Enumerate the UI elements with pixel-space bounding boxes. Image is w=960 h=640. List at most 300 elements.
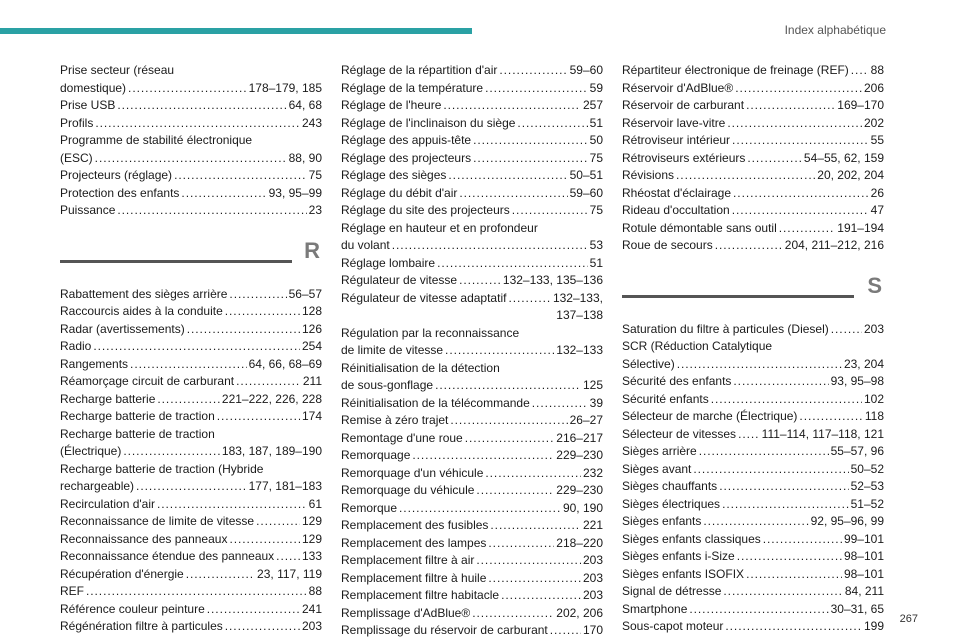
- entry-pages: 84, 211: [844, 584, 884, 598]
- entry-row: [60, 583, 322, 601]
- index-entry: [622, 583, 884, 601]
- index-entry: [622, 478, 884, 496]
- entry-label: Smartphone: [622, 601, 688, 616]
- dot-leader: [465, 430, 555, 448]
- dot-leader: [485, 465, 581, 483]
- index-entry: [341, 412, 603, 430]
- entry-row: [341, 290, 603, 308]
- entry-pages: 56–57: [288, 286, 322, 301]
- entry-row: [622, 601, 884, 619]
- entry-row: [341, 552, 603, 570]
- section-letter: S: [867, 272, 882, 298]
- entry-pages: 178–179, 185: [248, 80, 322, 95]
- entry-row: [341, 255, 603, 273]
- entry-label: Sièges enfants classiques: [622, 531, 761, 546]
- dot-leader: [186, 566, 255, 584]
- entry-label: Sièges avant: [622, 461, 692, 476]
- entry-label: Raccourcis aides à la conduite: [60, 304, 223, 318]
- entry-pages: 23, 204: [843, 356, 884, 371]
- index-column-3: [622, 62, 884, 636]
- dot-leader: [229, 286, 286, 304]
- index-entry: [60, 303, 322, 321]
- entry-pages: 203: [863, 321, 884, 336]
- entry-row: [341, 202, 603, 220]
- entry-pages: 203: [582, 570, 603, 585]
- entry-pages: 39: [589, 395, 603, 410]
- index-entry: [341, 587, 603, 605]
- entry-label: Rétroviseur intérieur: [622, 133, 731, 147]
- index-entry: [622, 321, 884, 339]
- index-entry: [341, 430, 603, 448]
- index-entry: [60, 548, 322, 566]
- entry-row: [60, 496, 322, 514]
- entry-row: [60, 601, 322, 619]
- dot-leader: [473, 150, 588, 168]
- entry-row: [341, 482, 603, 500]
- dot-leader: [711, 391, 862, 409]
- index-entry: [622, 408, 884, 426]
- index-entry: [341, 570, 603, 588]
- index-entry: [622, 115, 884, 133]
- entry-row: [622, 185, 884, 203]
- entry-pages: 30–31, 65: [830, 601, 884, 616]
- entry-label-line: Réinitialisation de la détection: [341, 360, 500, 375]
- entry-label: Signal de détresse: [622, 584, 722, 598]
- entry-pages: 254: [301, 339, 322, 353]
- entry-row: [622, 356, 884, 374]
- entry-label: Recharge batterie: [60, 391, 156, 406]
- entry-pages: 88, 90: [288, 150, 322, 165]
- dot-leader: [225, 303, 300, 321]
- entry-label: Réglage des projecteurs: [341, 150, 472, 165]
- entry-row: [341, 447, 603, 465]
- dot-leader: [136, 478, 247, 496]
- entry-row: [60, 167, 322, 185]
- entry-pages: 132–133, 135–136: [502, 273, 603, 287]
- entry-label: Remplacement filtre à air: [341, 553, 475, 567]
- dot-leader: [459, 185, 567, 203]
- entry-label: Prise USB: [60, 98, 116, 112]
- entry-label: Réservoir de carburant: [622, 98, 745, 112]
- entry-row: [341, 272, 603, 290]
- index-entry: [341, 255, 603, 273]
- entry-label: Réglage de la répartition d'air: [341, 63, 498, 77]
- index-entry: [341, 447, 603, 465]
- entry-pages: 93, 95–99: [268, 185, 322, 200]
- entry-pages: 183, 187, 189–190: [221, 444, 322, 458]
- entry-row: [60, 202, 322, 220]
- entry-label: Remplissage d'AdBlue®: [341, 605, 471, 620]
- index-entry: [60, 531, 322, 549]
- entry-label: Sièges enfants ISOFIX: [622, 566, 745, 581]
- entry-label: Sélecteur de marche (Électrique): [622, 409, 798, 423]
- entry-label: Rétroviseurs extérieurs: [622, 150, 746, 165]
- entry-row: [622, 408, 884, 426]
- dot-leader: [703, 513, 808, 531]
- index-entry: [60, 185, 322, 203]
- entry-label-line: Recharge batterie de traction: [60, 426, 215, 441]
- entry-label: Remplacement des fusibles: [341, 518, 489, 532]
- entry-label-line: Prise secteur (réseau: [60, 63, 175, 77]
- entry-row: [341, 377, 603, 395]
- entry-label: Régulateur de vitesse adaptatif: [341, 290, 507, 305]
- entry-label: REF: [60, 584, 84, 598]
- entry-row: [622, 583, 884, 601]
- entry-row: [60, 356, 322, 374]
- index-entry: [341, 97, 603, 115]
- entry-pages: 50: [589, 133, 603, 147]
- index-entry: [622, 426, 884, 444]
- entry-row: [341, 342, 603, 360]
- entry-pages: 75: [308, 168, 322, 182]
- index-entry: [341, 150, 603, 168]
- entry-label: Révisions: [622, 168, 675, 182]
- divider-rule: [622, 295, 854, 298]
- entry-label: Remplacement filtre habitacle: [341, 588, 500, 602]
- entry-pages: 26: [870, 185, 884, 200]
- dot-leader: [207, 601, 300, 619]
- dot-leader: [472, 605, 554, 623]
- index-entry: [60, 461, 322, 496]
- entry-row: [622, 202, 884, 220]
- entry-label: Sièges enfants i-Size: [622, 549, 735, 563]
- index-entry: [341, 500, 603, 518]
- entry-row: [60, 80, 322, 98]
- dot-leader: [174, 167, 307, 185]
- dot-leader: [550, 622, 581, 640]
- dot-leader: [689, 601, 828, 619]
- dot-leader: [831, 321, 862, 339]
- entry-pages: 51–52: [850, 496, 884, 511]
- entry-label: Saturation du filtre à particules (Diesel): [622, 321, 829, 336]
- index-entry: [622, 185, 884, 203]
- index-entry: [622, 496, 884, 514]
- entry-pages: 191–194: [837, 220, 884, 235]
- dot-leader: [501, 587, 581, 605]
- entry-pages: 53: [589, 238, 603, 252]
- entry-row: [622, 566, 884, 584]
- index-entry: [60, 286, 322, 304]
- dot-leader: [181, 185, 266, 203]
- entry-pages: 59–60: [569, 63, 603, 77]
- dot-leader: [738, 426, 760, 444]
- entry-label: Profils: [60, 115, 94, 130]
- entry-pages: 132–133: [556, 343, 603, 357]
- entry-label: Radar (avertissements): [60, 321, 185, 336]
- entry-pages: 204, 211–212, 216: [784, 238, 884, 252]
- entry-label: du volant: [341, 238, 390, 252]
- entry-row: [60, 338, 322, 356]
- entry-label: Recharge batterie de traction: [60, 409, 215, 423]
- entry-pages: 206: [863, 80, 884, 95]
- letter-divider: [60, 237, 322, 280]
- dot-leader: [735, 80, 862, 98]
- entry-label: Réglage du site des projecteurs: [341, 203, 510, 217]
- dot-leader: [715, 237, 783, 255]
- entry-label: Réglage du débit d'air: [341, 185, 458, 200]
- index-entry: [622, 62, 884, 80]
- entry-row: [622, 461, 884, 479]
- index-entry: [622, 237, 884, 255]
- dot-leader: [476, 482, 554, 500]
- entry-row: [60, 443, 322, 461]
- entry-pages: 55–57, 96: [830, 444, 884, 458]
- dot-leader: [517, 115, 587, 133]
- entry-pages: 218–220: [556, 535, 603, 550]
- entry-pages: 216–217: [556, 430, 603, 445]
- entry-row: [60, 548, 322, 566]
- entry-pages: 55: [870, 133, 884, 147]
- index-entry: [60, 426, 322, 461]
- dot-leader: [851, 62, 869, 80]
- index-entry: [622, 601, 884, 619]
- entry-pages: 128: [301, 304, 322, 318]
- dot-leader: [746, 97, 835, 115]
- index-column-2: [341, 62, 603, 640]
- index-entry: [341, 605, 603, 623]
- entry-row: [341, 622, 603, 640]
- entry-pages: 170: [582, 623, 603, 637]
- entry-pages: 126: [301, 321, 322, 336]
- dot-leader: [123, 443, 220, 461]
- entry-pages: 59–60: [569, 185, 603, 200]
- entry-label: Projecteurs (réglage): [60, 168, 173, 182]
- dot-leader: [488, 535, 554, 553]
- entry-pages: 47: [870, 203, 884, 217]
- entry-label: Réglage de l'heure: [341, 98, 442, 112]
- entry-row: [60, 321, 322, 339]
- dot-leader: [699, 443, 829, 461]
- index-entry: [341, 325, 603, 360]
- entry-pages: 203: [582, 588, 603, 602]
- entry-row: [622, 80, 884, 98]
- entry-label: Reconnaissance de limite de vitesse: [60, 514, 255, 528]
- index-entry: [341, 622, 603, 640]
- dot-leader: [488, 570, 581, 588]
- entry-label: Sécurité enfants: [622, 391, 709, 406]
- entry-pages: 221: [582, 518, 603, 532]
- entry-row: [622, 150, 884, 168]
- index-entry: [622, 513, 884, 531]
- entry-row: [622, 373, 884, 391]
- entry-pages: 98–101: [843, 566, 884, 581]
- entry-row: [60, 303, 322, 321]
- entry-label: Réservoir d'AdBlue®: [622, 80, 734, 95]
- entry-label: Remplissage du réservoir de carburant: [341, 623, 548, 637]
- entry-pages: 50–51: [569, 168, 603, 182]
- entry-row: [622, 321, 884, 339]
- entry-row: [60, 391, 322, 409]
- entry-row: [60, 150, 322, 168]
- index-column-1: [60, 62, 322, 636]
- entry-label: (ESC): [60, 150, 93, 165]
- dot-leader: [225, 618, 300, 636]
- entry-row: [622, 478, 884, 496]
- entry-row: [622, 531, 884, 549]
- dot-leader: [459, 272, 501, 290]
- entry-label: Réamorçage circuit de carburant: [60, 374, 235, 388]
- dot-leader: [437, 255, 588, 273]
- entry-label: Remorque: [341, 500, 398, 515]
- entry-pages: 118: [864, 409, 884, 423]
- entry-row: [60, 97, 322, 115]
- entry-label: Réglage des sièges: [341, 168, 447, 182]
- index-entry: [60, 202, 322, 220]
- dot-leader: [727, 115, 862, 133]
- entry-pages: 64, 68: [288, 98, 322, 112]
- entry-label: Protection des enfants: [60, 185, 180, 200]
- entry-label: Remplacement des lampes: [341, 535, 487, 550]
- index-entry: [622, 132, 884, 150]
- dot-leader: [276, 548, 300, 566]
- entry-row: [341, 587, 603, 605]
- index-entry: [341, 220, 603, 255]
- entry-row: [341, 535, 603, 553]
- dot-leader: [117, 97, 286, 115]
- section-letter: R: [304, 237, 320, 263]
- dot-leader: [117, 202, 306, 220]
- index-entry: [60, 391, 322, 409]
- entry-label: (Électrique): [60, 444, 122, 458]
- entry-row: [60, 618, 322, 636]
- entry-label: Puissance: [60, 203, 116, 217]
- dot-leader: [719, 478, 848, 496]
- entry-row: [60, 566, 322, 584]
- entry-pages: 203: [301, 619, 322, 633]
- entry-pages: 243: [301, 115, 322, 130]
- entry-label: Réservoir lave-vitre: [622, 115, 726, 130]
- entry-row: [622, 496, 884, 514]
- index-entry: [60, 356, 322, 374]
- dot-leader: [229, 531, 300, 549]
- entry-pages: 92, 95–96, 99: [810, 514, 884, 528]
- entry-row: [622, 548, 884, 566]
- entry-label: Réglage des appuis-tête: [341, 133, 472, 147]
- entry-pages: 257: [582, 98, 603, 112]
- index-entry: [341, 132, 603, 150]
- entry-row: [622, 618, 884, 636]
- entry-row: [622, 115, 884, 133]
- entry-pages: 132–133,: [552, 290, 603, 305]
- dot-leader: [746, 566, 842, 584]
- index-entry: [60, 373, 322, 391]
- dot-leader: [722, 496, 849, 514]
- entry-label: Roue de secours: [622, 238, 713, 252]
- entry-pages: 203: [582, 553, 603, 567]
- entry-row: [341, 430, 603, 448]
- dot-leader: [508, 290, 550, 308]
- index-entry: [622, 566, 884, 584]
- entry-label: domestique): [60, 80, 127, 95]
- index-entry: [60, 97, 322, 115]
- entry-label: Rabattement des sièges arrière: [60, 286, 228, 301]
- index-entry: [622, 373, 884, 391]
- dot-leader: [399, 500, 561, 518]
- entry-label-line: Réglage en hauteur et en profondeur: [341, 220, 538, 235]
- entry-row: [60, 513, 322, 531]
- entry-pages: 111–114, 117–118, 121: [761, 426, 884, 441]
- entry-label-line: SCR (Réduction Catalytique: [622, 339, 773, 353]
- dot-leader: [217, 408, 300, 426]
- dot-leader: [490, 517, 581, 535]
- letter-divider: [622, 272, 884, 315]
- dot-leader: [95, 150, 287, 168]
- dot-leader: [448, 167, 567, 185]
- entry-label: Reconnaissance étendue des panneaux: [60, 549, 275, 563]
- entry-label: rechargeable): [60, 479, 135, 493]
- entry-pages-continued: 137–138: [556, 308, 603, 322]
- entry-row: [341, 605, 603, 623]
- entry-row: [341, 237, 603, 255]
- index-entry: [60, 167, 322, 185]
- index-entry: [622, 220, 884, 238]
- entry-pages: 75: [589, 203, 603, 217]
- entry-pages: 98–101: [843, 549, 884, 563]
- dot-leader: [445, 342, 554, 360]
- entry-pages: 129: [301, 531, 322, 546]
- entry-label: Reconnaissance des panneaux: [60, 531, 228, 546]
- entry-pages: 51: [589, 115, 603, 130]
- divider-rule: [60, 260, 292, 263]
- entry-label: Remorquage du véhicule: [341, 483, 475, 497]
- entry-label-line: Programme de stabilité électronique: [60, 133, 253, 147]
- entry-label-line: Recharge batterie de traction (Hybride: [60, 461, 264, 476]
- entry-row: [341, 185, 603, 203]
- entry-pages: 54–55, 62, 159: [803, 150, 884, 165]
- section-heading: Index alphabétique: [784, 23, 886, 37]
- dot-leader: [532, 395, 588, 413]
- entry-label: Régénération filtre à particules: [60, 619, 223, 633]
- entry-pages: 129: [301, 514, 322, 528]
- dot-leader: [732, 202, 869, 220]
- dot-leader: [187, 321, 300, 339]
- dot-leader: [93, 338, 300, 356]
- header-accent-bar: [0, 28, 472, 34]
- entry-pages: 174: [301, 409, 322, 423]
- dot-leader: [733, 373, 828, 391]
- index-entry: [60, 132, 322, 167]
- entry-row: [622, 220, 884, 238]
- entry-label-line: Régulation par la reconnaissance: [341, 325, 520, 340]
- index-entry: [622, 167, 884, 185]
- entry-pages: 125: [582, 378, 603, 392]
- dot-leader: [256, 513, 300, 531]
- dot-leader: [733, 185, 869, 203]
- dot-leader: [737, 548, 842, 566]
- index-entry: [622, 80, 884, 98]
- entry-label: Régulateur de vitesse: [341, 273, 458, 287]
- index-entry: [622, 338, 884, 373]
- index-entry: [622, 548, 884, 566]
- entry-label: Récupération d'énergie: [60, 566, 184, 581]
- entry-pages: 88: [308, 584, 322, 598]
- dot-leader: [725, 618, 862, 636]
- dot-leader: [130, 356, 247, 374]
- entry-label: de limite de vitesse: [341, 343, 444, 357]
- index-entry: [341, 465, 603, 483]
- entry-pages: 177, 181–183: [248, 479, 322, 493]
- page-number: 267: [899, 613, 918, 625]
- entry-pages: 169–170: [837, 98, 884, 112]
- entry-row: [622, 426, 884, 444]
- entry-row: [341, 465, 603, 483]
- index-entry: [341, 360, 603, 395]
- dot-leader: [747, 150, 802, 168]
- index-entry: [341, 62, 603, 80]
- entry-label: Sièges électriques: [622, 496, 721, 511]
- entry-row: [622, 237, 884, 255]
- entry-pages: 229–230: [556, 448, 603, 462]
